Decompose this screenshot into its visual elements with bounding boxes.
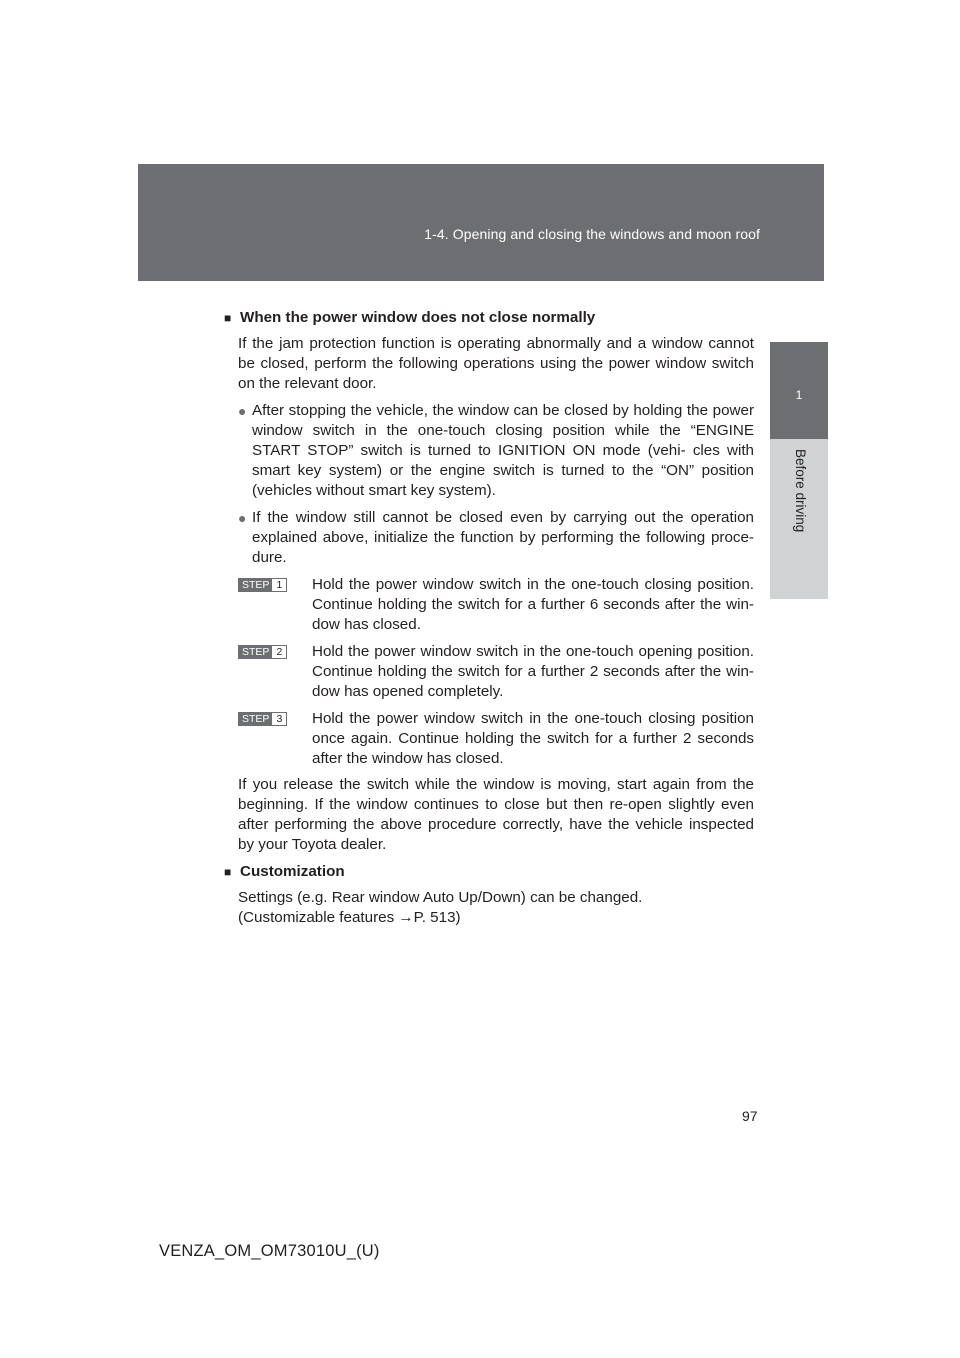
page-number: 97 — [742, 1108, 758, 1124]
step-item — [238, 575, 754, 635]
step-text: Hold the power window switch in the one-touch opening position. Continue holding the switch for a further 2 seconds after the win- dow has opened completely. — [312, 643, 754, 700]
circle-bullet-icon: ● — [238, 403, 247, 419]
bullet-text: After stopping the vehicle, the window can be closed by holding the power window switch in the one-touch closing position while the “ENGINE START STOP” switch is turned to IGNITION ON mode (vehi- cles with smart key system) or the engine switch is turned to the “ON” position (vehicles without smart key system). — [252, 402, 754, 499]
section-title: 1-4. Opening and closing the windows and moon roof — [424, 226, 760, 242]
step-word: STEP — [239, 713, 272, 725]
step-badge — [238, 575, 312, 635]
list-item — [238, 508, 754, 568]
intro-paragraph: If the jam protection function is operating abnormally and a window cannot be closed, perform the following operations using the power window switch on the relevant door. — [238, 335, 754, 392]
list-item — [238, 401, 754, 501]
step-badge — [238, 642, 312, 702]
step-number: 3 — [272, 713, 286, 725]
square-bullet-icon: ■ — [224, 311, 232, 325]
header-band — [138, 164, 824, 281]
square-bullet-icon: ■ — [224, 865, 232, 879]
chapter-label-tab — [770, 439, 828, 599]
heading-text: When the power window does not close normally — [240, 309, 596, 326]
section-heading-customization — [224, 862, 754, 882]
customization-line-2: (Customizable features →P. 513) — [238, 909, 461, 926]
chapter-label: Before driving — [793, 449, 808, 533]
document-code: VENZA_OM_OM73010U_(U) — [159, 1242, 380, 1260]
step-text: Hold the power window switch in the one-touch closing position. Continue holding the switch for a further 6 seconds after the win- dow has closed. — [312, 576, 754, 633]
chapter-number: 1 — [795, 388, 803, 402]
bullet-text: If the window still cannot be closed even by carrying out the operation explained above, initialize the function by performing the following proce- dure. — [252, 509, 754, 566]
main-content — [224, 308, 754, 928]
circle-bullet-icon: ● — [238, 510, 247, 526]
step-number: 2 — [272, 646, 286, 658]
step-badge — [238, 709, 312, 769]
outro-paragraph: If you release the switch while the window is moving, start again from the beginning. If the window continues to close but then re-open slightly even after performing the above procedure correctly, have the vehicle inspected by your Toyota dealer. — [238, 776, 754, 853]
step-item — [238, 642, 754, 702]
step-text: Hold the power window switch in the one-touch closing position once again. Continue holding the switch for a further 2 seconds after the window has closed. — [312, 710, 754, 767]
customization-text — [238, 888, 754, 928]
step-item — [238, 709, 754, 769]
heading-text: Customization — [240, 863, 345, 880]
step-word: STEP — [239, 646, 272, 658]
chapter-tab — [770, 342, 828, 439]
section-heading-power-window — [224, 308, 754, 328]
step-word: STEP — [239, 579, 272, 591]
step-number: 1 — [272, 579, 286, 591]
customization-line-1: Settings (e.g. Rear window Auto Up/Down) can be changed. — [238, 889, 643, 906]
